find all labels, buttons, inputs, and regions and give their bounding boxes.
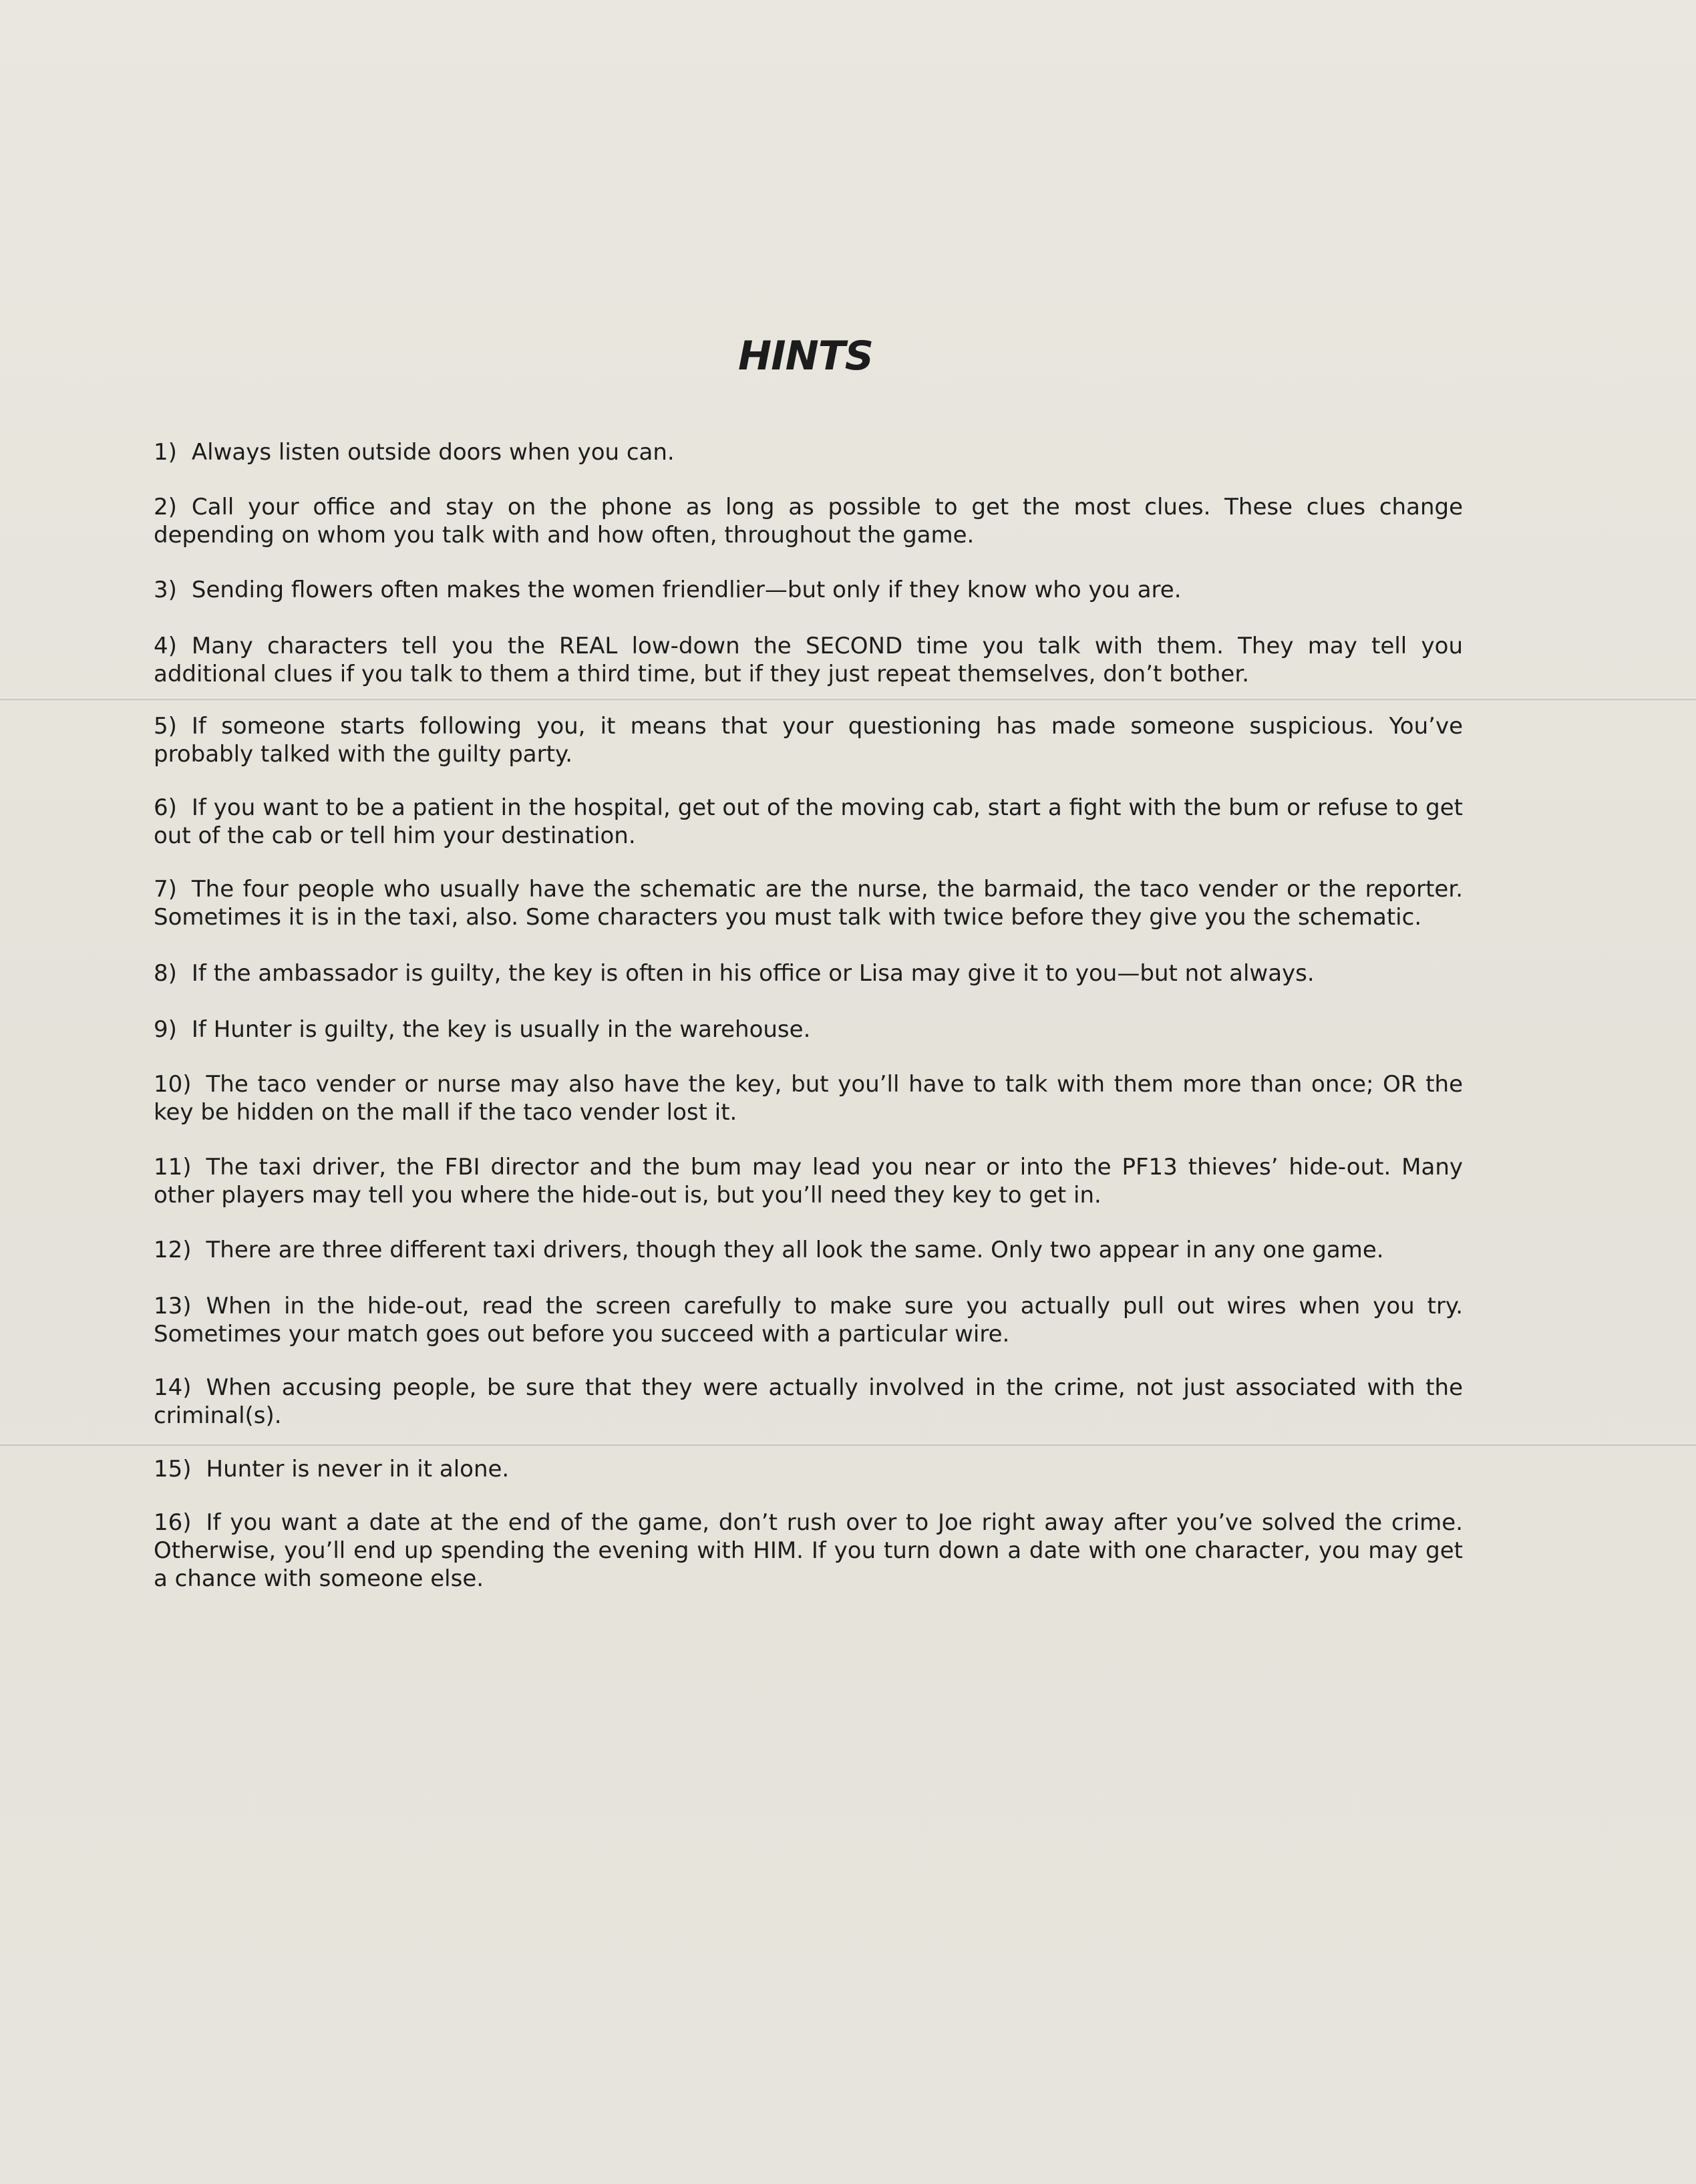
- hint-number: 2): [154, 494, 177, 520]
- hint-number: 3): [154, 577, 177, 603]
- hint-item: [154, 493, 1463, 549]
- hint-text: Many characters tell you the REAL low-down the SECOND time you talk with them. They may tell you additional clues if you talk to them a third time, but if they just repeat themselves, don’t bother.: [154, 633, 1463, 687]
- hint-number: 6): [154, 794, 177, 821]
- hint-text: Hunter is never in it alone.: [206, 1456, 510, 1483]
- hint-item: [154, 959, 1463, 987]
- hint-number: 7): [154, 876, 177, 903]
- hint-number: 10): [154, 1071, 192, 1098]
- hint-item: [154, 632, 1463, 688]
- hint-item: [154, 1070, 1463, 1126]
- hint-item: [154, 576, 1463, 604]
- hint-number: 14): [154, 1374, 192, 1401]
- hint-text: If Hunter is guilty, the key is usually in the warehouse.: [191, 1016, 811, 1043]
- hint-item: [154, 875, 1463, 931]
- hint-text: If someone starts following you, it means that your questioning has made someone suspicious. You’ve probably talked with the guilty party.: [154, 713, 1463, 768]
- hint-number: 5): [154, 713, 177, 740]
- hint-item: [154, 1374, 1463, 1430]
- hint-number: 4): [154, 633, 177, 659]
- hint-text: If the ambassador is guilty, the key is often in his office or Lisa may give it to you—but not always.: [191, 960, 1315, 987]
- hint-item: [154, 794, 1463, 850]
- hint-number: 8): [154, 960, 177, 987]
- page-title: HINTS: [738, 333, 873, 379]
- hint-number: 16): [154, 1509, 192, 1536]
- hint-text: When in the hide-out, read the screen carefully to make sure you actually pull out wires when you try. Sometimes your match goes out before you succeed with a particular wire.: [154, 1293, 1463, 1348]
- hint-text: When accusing people, be sure that they were actually involved in the crime, not just associated with the criminal(s).: [154, 1374, 1463, 1429]
- hint-text: Always listen outside doors when you can.: [191, 439, 675, 466]
- paper-fold-line: [0, 697, 1696, 701]
- hint-item: [154, 1509, 1463, 1593]
- hint-text: There are three different taxi drivers, though they all look the same. Only two appear in any one game.: [206, 1237, 1384, 1263]
- hint-number: 9): [154, 1016, 177, 1043]
- hint-number: 15): [154, 1456, 192, 1483]
- hint-item: [154, 1236, 1463, 1264]
- paper-fold-line: [0, 1443, 1696, 1447]
- hint-text: If you want to be a patient in the hospital, get out of the moving cab, start a fight with the bum or refuse to get out of the cab or tell him your destination.: [154, 794, 1463, 849]
- hint-number: 13): [154, 1293, 192, 1319]
- hint-number: 12): [154, 1237, 192, 1263]
- hint-item: [154, 438, 1463, 466]
- hint-text: The taxi driver, the FBI director and the bum may lead you near or into the PF13 thieves’ hide-out. Many other players may tell you where the hide-out is, but you’ll need they key to get in.: [154, 1154, 1463, 1209]
- hint-item: [154, 1016, 1463, 1044]
- hint-item: [154, 1153, 1463, 1209]
- hint-text: Sending flowers often makes the women friendlier—but only if they know who you are.: [191, 577, 1182, 603]
- hint-number: 1): [154, 439, 177, 466]
- hint-number: 11): [154, 1154, 192, 1181]
- hint-text: The taco vender or nurse may also have the key, but you’ll have to talk with them more than once; OR the key be hidden on the mall if the taco vender lost it.: [154, 1071, 1463, 1126]
- hint-text: Call your office and stay on the phone as long as possible to get the most clues. These clues change depending on whom you talk with and how often, throughout the game.: [154, 494, 1463, 549]
- hint-item: [154, 1292, 1463, 1348]
- hint-text: The four people who usually have the schematic are the nurse, the barmaid, the taco vender or the reporter. Sometimes it is in the taxi, also. Some characters you must talk with twice before they give you the schematic.: [154, 876, 1463, 931]
- hint-text: If you want a date at the end of the game, don’t rush over to Joe right away after you’ve solved the crime. Otherwise, you’ll end up spending the evening with HIM. If you turn down a date with one character, you may get a chance with someone else.: [154, 1509, 1463, 1592]
- hint-item: [154, 712, 1463, 768]
- hint-item: [154, 1455, 1463, 1483]
